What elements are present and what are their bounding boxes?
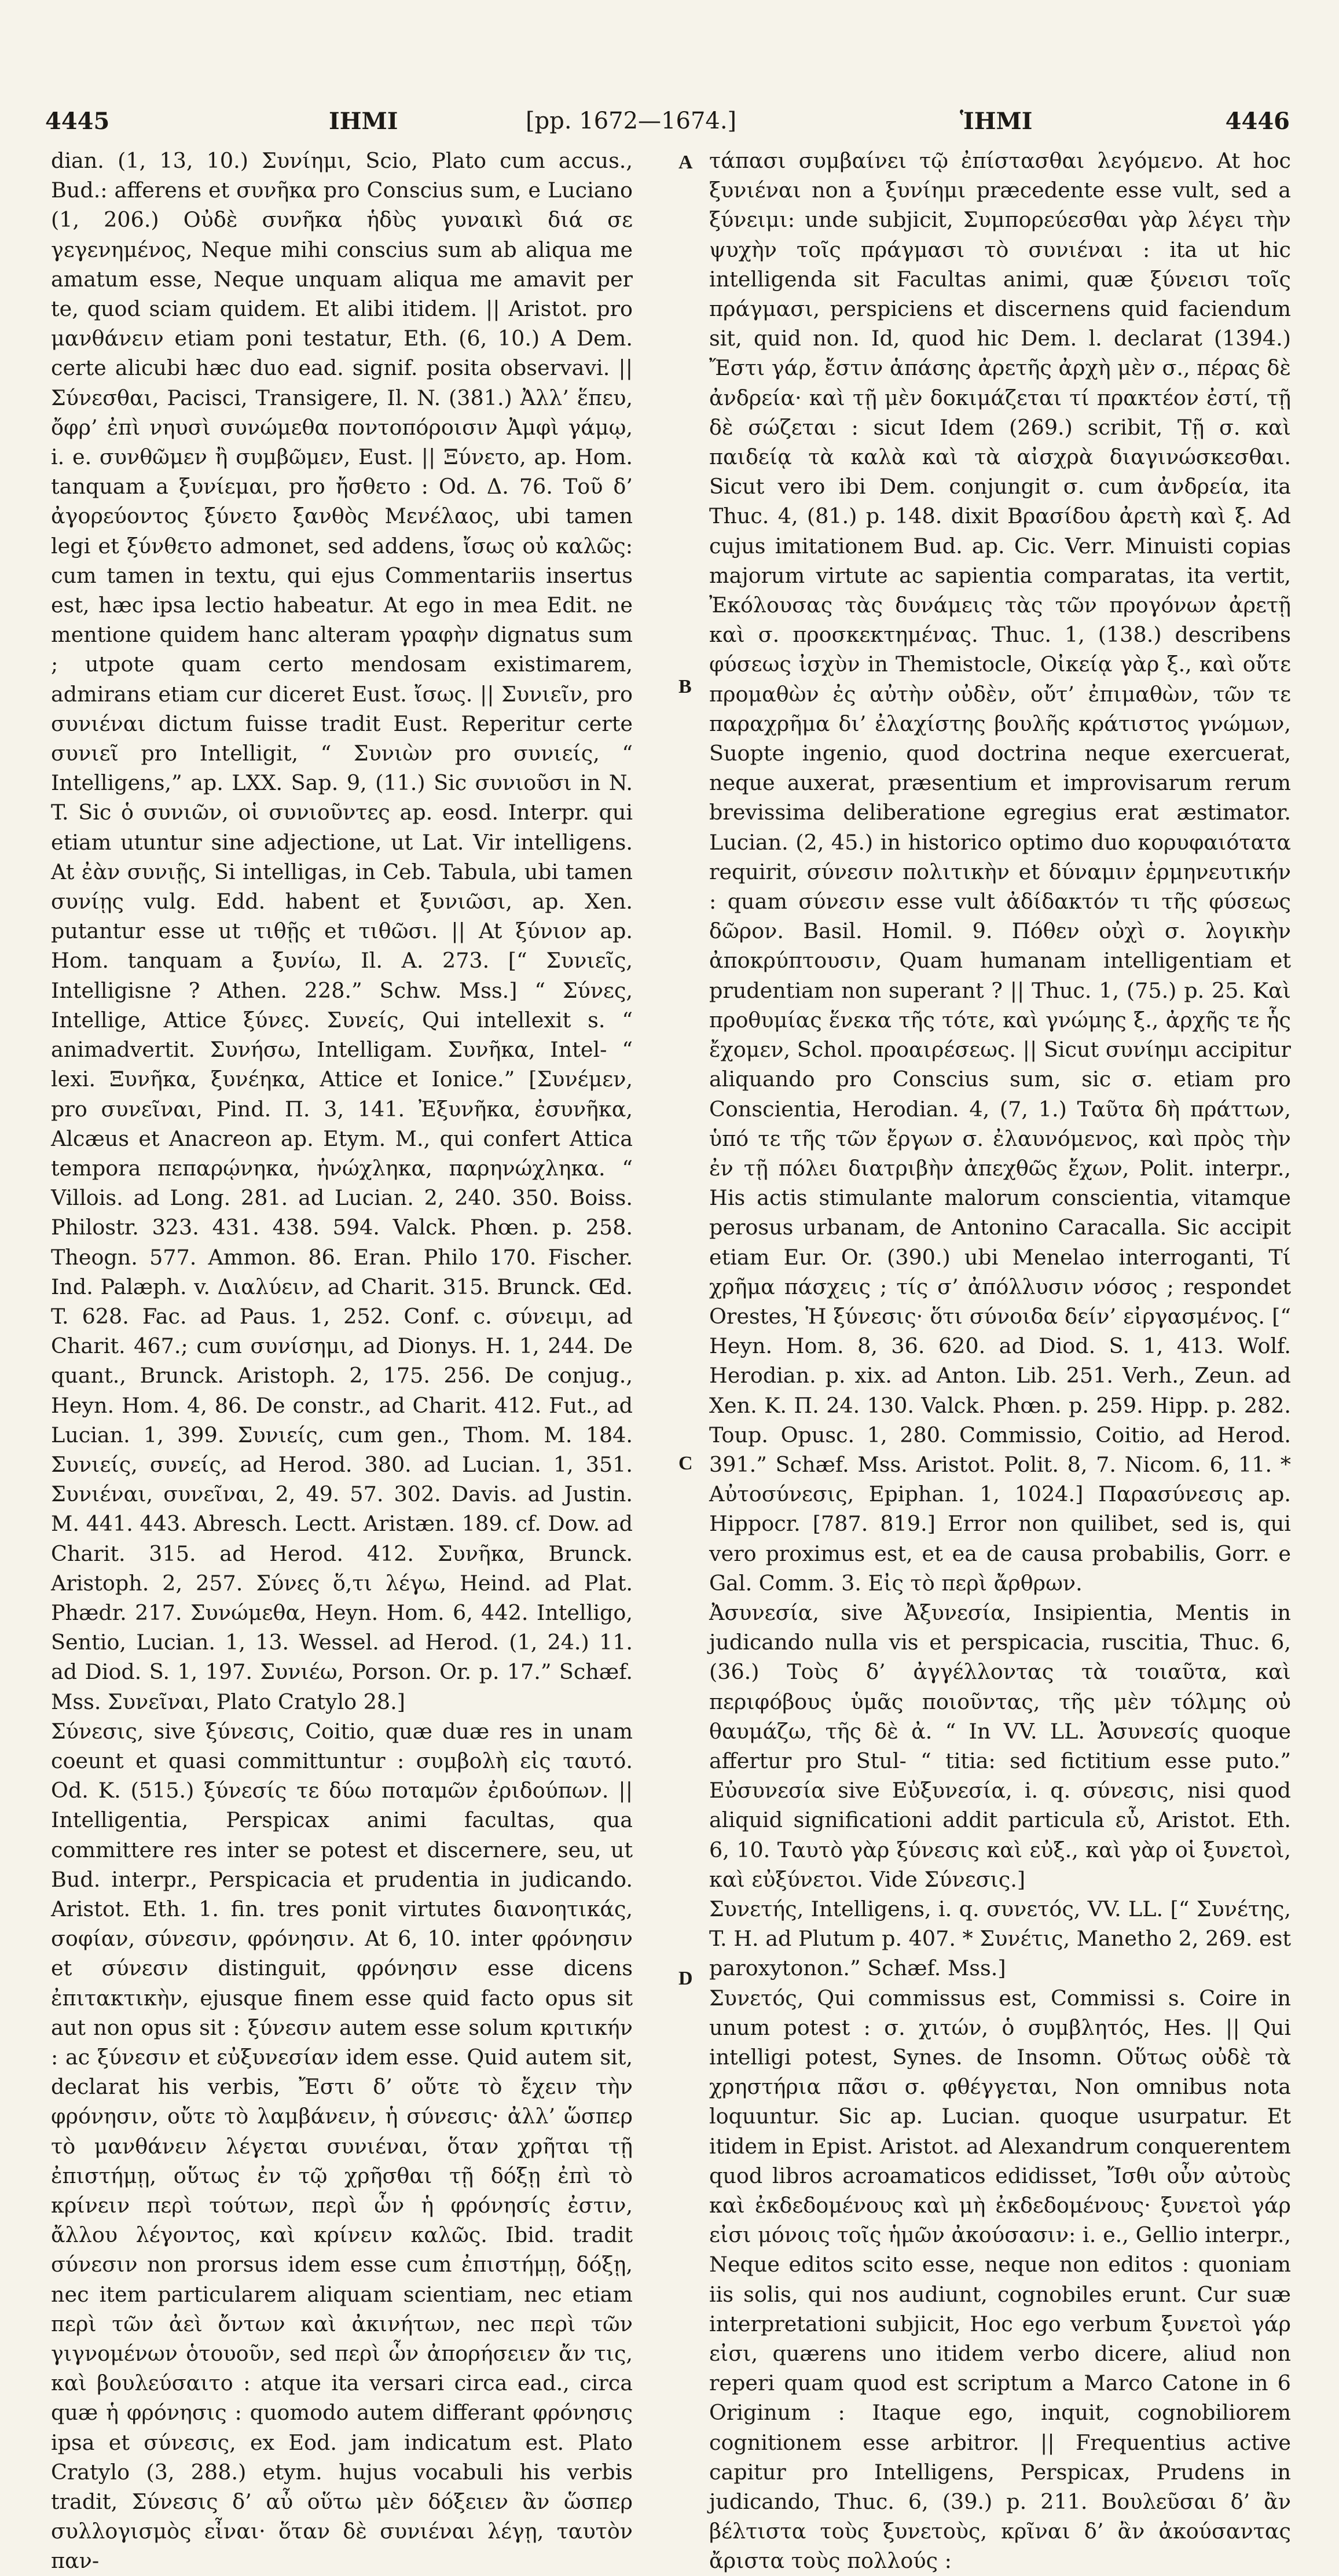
left-page-number: 4445 (45, 108, 110, 135)
right-column (709, 146, 1291, 2576)
section-marker-c: C (678, 1453, 693, 1474)
left-column (51, 146, 633, 2576)
entry-paragraph: Συνετής, Intelligens, i. q. συνετός, VV. LL. [“ Συνέτης, T. H. ad Plutum p. 407. * Συνέτις, Manetho 2, 269. est paroxytonon.” Schæf. Mss.] (709, 1896, 1291, 1981)
entry-paragraph: dian. (1, 13, 10.) Συνίημι, Scio, Plato cum accus., Bud.: afferens et συνῆκα pro Conscius sum, e Luciano (1, 206.) Οὐδὲ συνῆκα ἡδὺς γυναικὶ διά σε γεγενημένος, Neque mihi conscius sum ab aliqua me amatum esse, Neque unquam aliqua me amavit per te, quod sciam quidem. Et alibi itidem. || Aristot. pro μανθάνειν etiam poni testatur, Eth. (6, 10.) A Dem. certe alicubi hæc duo ead. signif. posita observavi. || Σύνεσθαι, Pacisci, Transigere, Il. N. (381.) Ἀλλ’ ἕπευ, ὄφρ’ ἐπὶ νηυσὶ συνώμεθα ποντοπόροισιν Ἀμφὶ γάμῳ, i. e. συνθῶμεν ἢ συμβῶμεν, Eust. || Ξύνετο, ap. Hom. tanquam a ξυνίεμαι, pro ἤσθετο : Od. Δ. 76. Τοῦ δ’ ἀγορεύοντος ξύνετο ξανθὸς Μενέλαος, ubi tamen legi et ξύνθετο admonet, sed addens, ἴσως οὐ καλῶς: cum tamen in textu, qui ejus Commentariis insertus est, hæc ipsa lectio habeatur. At ego in mea Edit. ne mentione quidem hanc alteram γραφὴν dignatus sum ; utpote quam certo mendosam existimarem, admirans etiam cur diceret Eust. ἴσως. || Συνιεῖν, pro συνιέναι dictum fuisse tradit Eust. Reperitur certe συνιεῖ pro Intelligit, “ Συνιὼν pro συνιείς, “ Intelligens,” ap. LXX. Sap. 9, (11.) Sic συνιοῦσι in N. T. Sic ὁ συνιῶν, οἱ συνιοῦντες ap. eosd. Interpr. qui etiam utuntur sine adjectione, ut Lat. Vir intelligens. At ἐὰν συνιῇς, Si intelligas, in Ceb. Tabula, ubi tamen συνίῃς vulg. Edd. habent et ξυνιῶσι, ap. Xen. putantur esse ut τιθῇς et τιθῶσι. || At ξύνιον ap. Hom. tanquam a ξυνίω, Il. A. 273. [“ Συνιεῖς, Intelligisne ? Athen. 228.” Schw. Mss.] “ Σύνες, Intellige, Attice ξύνες. Συνείς, Qui intellexit s. “ animadvertit. Συνήσω, Intelligam. Συνῆκα, Intel- “ lexi. Ξυνῆκα, ξυνέηκα, Attice et Ionice.” [Συνέμεν, pro συνεῖναι, Pind. Π. 3, 141. Ἐξυνῆκα, ἐσυνῆκα, Alcæus et Anacreon ap. Etym. M., qui confert Attica tempora πεπαρῴνηκα, ἠνώχληκα, παρηνώχληκα. “ Villois. ad Long. 281. ad Lucian. 2, 240. 350. Boiss. Philostr. 323. 431. 438. 594. Valck. Phœn. p. 258. Theogn. 577. Ammon. 86. Eran. Philo 170. Fischer. Ind. Palæph. v. Διαλύειν, ad Charit. 315. Brunck. Œd. T. 628. Fac. ad Paus. 1, 252. Conf. c. σύνειμι, ad Charit. 467.; cum συνίσημι, ad Dionys. H. 1, 244. De quant., Brunck. Aristoph. 2, 175. 256. De conjug., Heyn. Hom. 4, 86. De constr., ad Charit. 412. Fut., ad Lucian. 1, 399. Συνιείς, cum gen., Thom. M. 184. Συνιείς, συνείς, ad Herod. 380. ad Lucian. 1, 351. Συνιέναι, συνεῖναι, 2, 49. 57. 302. Davis. ad Justin. M. 441. 443. Abresch. Lectt. Aristæn. 189. cf. Dow. ad Charit. 315. ad Herod. 412. Συνῆκα, Brunck. Aristoph. 2, 257. Σύνες ὅ,τι λέγω, Heind. ad Plat. Phædr. 217. Συνώμεθα, Heyn. Hom. 6, 442. Intelligo, Sentio, Lucian. 1, 13. Wessel. ad Herod. (1, 24.) 11. ad Diod. S. 1, 197. Συνιέω, Porson. Or. p. 17.” Schæf. Mss. Συνεῖναι, Plato Cratylo 28.] (51, 148, 633, 1714)
entry-paragraph: Σύνεσις, sive ξύνεσις, Coitio, quæ duæ res in unam coeunt et quasi committuntur : συμβολὴ εἰς ταυτό. Od. K. (515.) ξύνεσίς τε δύω ποταμῶν ἐριδούπων. || Intelligentia, Perspicax animi facultas, qua committere res inter se potest et discernere, seu, ut Bud. interpr., Perspicacia et prudentia in judicando. Aristot. Eth. 1. fin. tres ponit virtutes διανοητικάς, σοφίαν, σύνεσιν, φρόνησιν. At 6, 10. inter φρόνησιν et σύνεσιν distinguit, φρόνησιν esse dicens ἐπιτακτικὴν, ejusque finem esse quid facto opus sit aut non opus sit : ξύνεσιν autem esse solum κριτικήν : ac ξύνεσιν et εὐξυνεσίαν idem esse. Quid autem sit, declarat his verbis, Ἔστι δ’ οὔτε τὸ ἔχειν τὴν φρόνησιν, οὔτε τὸ λαμβάνειν, ἡ σύνεσις· ἀλλ’ ὥσπερ τὸ μανθάνειν λέγεται συνιέναι, ὅταν χρῆται τῇ ἐπιστήμῃ, οὕτως ἐν τῷ χρῆσθαι τῇ δόξῃ ἐπὶ τὸ κρίνειν περὶ τούτων, περὶ ὧν ἡ φρόνησίς ἐστιν, ἄλλου λέγοντος, καὶ κρίνειν καλῶς. Ibid. tradit σύνεσιν non prorsus idem esse cum ἐπιστήμῃ, δόξῃ, nec item particularem aliquam scientiam, nec etiam περὶ τῶν ἀεὶ ὄντων καὶ ἀκινήτων, nec περὶ τῶν γιγνομένων ὁτουοῦν, sed περὶ ὧν ἀπορήσειεν ἄν τις, καὶ βουλεύσαιτο : atque ita versari circa ead., circa quæ ἡ φρόνησις : quomodo autem differant φρόνησις ipsa et σύνεσις, ex Eod. jam indicatum est. Plato Cratylo (3, 288.) etym. hujus vocabuli his verbis tradit, Σύνεσις δ’ αὖ οὕτω μὲν δόξειεν ἂν ὥσπερ συλλογισμὸς εἶναι· ὅταν δὲ συνιέναι λέγῃ, ταυτὸν παν- (51, 1718, 633, 2574)
section-marker-d: D (678, 1968, 693, 1989)
section-marker-a: A (678, 152, 693, 173)
entry-paragraph: Ἀσυνεσία, sive Ἀξυνεσία, Insipientia, Mentis in judicando nulla vis et perspicacia, ruscitia, Thuc. 6, (36.) Τοὺς δ’ ἀγγέλλοντας τὰ τοιαῦτα, καὶ περιφόβους ὑμᾶς ποιοῦντας, τῆς μὲν τόλμης οὐ θαυμάζω, τῆς δὲ ἀ. “ In VV. LL. Ἀσυνεσίς quoque affertur pro Stul- “ titia: sed fictitium esse puto.” Εὐσυνεσία sive Εὐξυνεσία, i. q. σύνεσις, nisi quod aliquid significationi addit particula εὖ, Aristot. Eth. 6, 10. Ταυτὸ γὰρ ξύνεσις καὶ εὐξ., καὶ γὰρ οἱ ξυνετοὶ, καὶ εὐξύνετοι. Vide Σύνεσις.] (709, 1600, 1291, 1892)
page-range: [pp. 1672—1674.] (526, 108, 737, 134)
entry-paragraph: Συνετός, Qui commissus est, Commissi s. Coire in unum potest : σ. χιτών, ὁ συμβλητός, Hes. || Qui intelligi potest, Synes. de Insomn. Οὕτως οὐδὲ τὰ χρηστήρια πᾶσι σ. φθέγγεται, Non omnibus nota loquuntur. Sic ap. Lucian. quoque usurpatur. Et itidem in Epist. Aristot. ad Alexandrum conquerentem quod libros acroamaticos edidisset, Ἴσθι οὖν αὐτοὺς καὶ ἐκδεδομένους καὶ μὴ ἐκδεδομένους· ξυνετοὶ γάρ εἰσι μόνοις τοῖς ἡμῶν ἀκούσασιν: i. e., Gellio interpr., Neque editos scito esse, neque non editos : quoniam iis solis, qui nos audiunt, cognobiles erunt. Cur suæ interpretationi subjicit, Hoc ego verbum ξυνετοὶ γάρ εἰσι, quærens uno itidem verbo dicere, aliud non reperi quam quod est scriptum a Marco Catone in 6 Originum : Itaque ego, inquit, cognobiliorem cognitionem esse arbitror. || Frequentius active capitur pro Intelligens, Perspicax, Prudens in judicando, Thuc. 6, (39.) p. 211. Βουλεῦσαι δ’ ἂν βέλτιστα τοὺς ξυνετοὺς, κρῖναι δ’ ἂν ἀκούσαντας ἄριστα τοὺς πολλούς : (709, 1985, 1291, 2574)
entry-paragraph: τάπασι συμβαίνει τῷ ἐπίστασθαι λεγόμενο. At hoc ξυνιέναι non a ξυνίημι præcedente esse vult, sed a ξύνειμι: unde subjicit, Συμπορεύεσθαι γὰρ λέγει τὴν ψυχὴν τοῖς πράγμασι τὸ συνιέναι : ita ut hic intelligenda sit Facultas animi, quæ ξύνεισι τοῖς πράγμασι, perspiciens et discernens quid faciendum sit, quid non. Id, quod hic Dem. l. declarat (1394.) Ἔστι γάρ, ἔστιν ἁπάσης ἀρετῆς ἀρχὴ μὲν σ., πέρας δὲ ἀνδρεία· καὶ τῇ μὲν δοκιμάζεται τί πρακτέον ἐστί, τῇ δὲ σώζεται : sicut Idem (269.) scribit, Τῇ σ. καὶ παιδείᾳ τὰ καλὰ καὶ τὰ αἰσχρὰ διαγινώσκεσθαι. Sicut vero ibi Dem. conjungit σ. cum ἀνδρεία, ita Thuc. 4, (81.) p. 148. dixit Βρασίδου ἀρετὴ καὶ ξ. Ad cujus imitationem Bud. ap. Cic. Verr. Minuisti copias majorum virtute ac sapientia comparatas, ita vertit, Ἐκόλουσας τὰς δυνάμεις τὰς τῶν προγόνων ἀρετῇ καὶ σ. προσκεκτημένας. Thuc. 1, (138.) describens φύσεως ἰσχὺν in Themistocle, Οἰκείᾳ γὰρ ξ., καὶ οὔτε προμαθὼν ἐς αὐτὴν οὐδὲν, οὔτ’ ἐπιμαθὼν, τῶν τε παραχρῆμα δι’ ἐλαχίστης βουλῆς κράτιστος γνώμων, Suopte ingenio, quod doctrina neque exercuerat, neque auxerat, præsentium et improvisarum rerum brevissima deliberatione egregius erat æstimator. Lucian. (2, 45.) in historico optimo duo κορυφαιότατα requirit, σύνεσιν πολιτικὴν et δύναμιν ἑρμηνευτικήν : quam σύνεσιν esse vult ἀδίδακτόν τι τῆς φύσεως δῶρον. Basil. Homil. 9. Πόθεν οὐχὶ σ. λογικὴν ἀποκρύπτουσιν, Quam humanam intelligentiam et prudentiam non superant ? || Thuc. 1, (75.) p. 25. Καὶ προθυμίας ἕνεκα τῆς τότε, καὶ γνώμης ξ., ἀρχῆς τε ἧς ἔχομεν, Schol. προαιρέσεως. || Sicut συνίημι accipitur aliquando pro Conscius sum, sic σ. etiam pro Conscientia, Herodian. 4, (7, 1.) Ταῦτα δὴ πράττων, ὑπό τε τῆς τῶν ἔργων σ. ἐλαυνόμενος, καὶ πρὸς τὴν ἐν τῇ πόλει διατριβὴν ἀπεχθῶς ἔχων, Polit. interpr., His actis stimulante malorum conscientia, vitamque perosus urbanam, de Antonino Caracalla. Sic accipit etiam Eur. Or. (390.) ubi Menelao interroganti, Τί χρῆμα πάσχεις ; τίς σ’ ἀπόλλυσιν νόσος ; respondet Orestes, Ἡ ξύνεσις· ὅτι σύνοιδα δείν’ εἰργασμένος. [“ Heyn. Hom. 8, 36. 620. ad Diod. S. 1, 413. Wolf. Herodian. p. xix. ad Anton. Lib. 251. Verh., Zeun. ad Xen. K. Π. 24. 130. Valck. Phœn. p. 259. Hipp. p. 282. Toup. Opusc. 1, 280. Commissio, Coitio, ad Herod. 391.” Schæf. Mss. Aristot. Polit. 8, 7. Nicom. 6, 11. * Αὐτοσύνεσις, Epiphan. 1, 1024.] Παρασύνεσις ap. Hippocr. [787. 819.] Error non quilibet, sed is, qui vero proximus est, et ea de causa probabilis, Gorr. e Gal. Comm. 3. Εἰς τὸ περὶ ἄρθρων. (709, 148, 1291, 1596)
right-page-number: 4446 (1225, 108, 1290, 135)
right-headword: ἹΗΜΙ (960, 108, 1033, 135)
running-header (45, 108, 1290, 148)
left-headword: ΙΗΜΙ (329, 108, 398, 135)
section-marker-b: B (678, 676, 692, 697)
